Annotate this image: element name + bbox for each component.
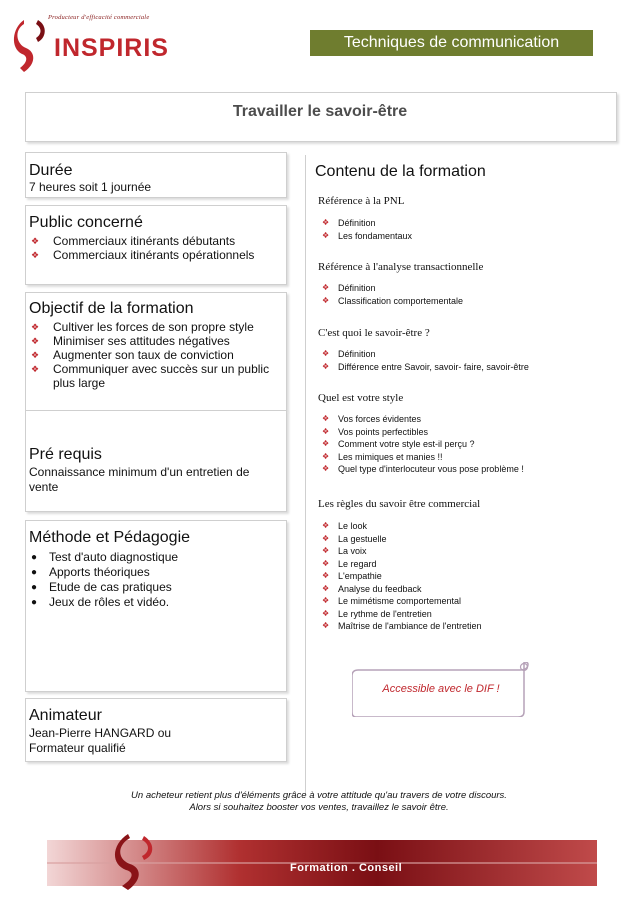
list-item: ❖ Commerciaux itinérants débutants <box>31 234 236 248</box>
diamond-bullet-icon: ❖ <box>322 349 330 358</box>
diamond-bullet-icon: ❖ <box>31 336 40 346</box>
animateur-line2: Formateur qualifié <box>29 741 126 755</box>
diamond-bullet-icon: ❖ <box>322 546 330 555</box>
diamond-bullet-icon: ❖ <box>322 571 330 580</box>
duree-text: 7 heures soit 1 journée <box>29 180 152 194</box>
logo-name: INSPIRIS <box>54 34 169 62</box>
list-item: ● Etude de cas pratiques <box>31 580 172 594</box>
diamond-bullet-icon: ❖ <box>322 218 330 227</box>
section-list <box>322 217 602 242</box>
bullet-dot-icon: ● <box>31 552 38 563</box>
diamond-bullet-icon: ❖ <box>322 521 330 530</box>
section-title: Quel est votre style <box>318 392 404 404</box>
diamond-bullet-icon: ❖ <box>322 361 330 371</box>
page-title: Travailler le savoir-être <box>232 103 408 120</box>
dif-label: Accessible avec le DIF ! <box>382 683 500 695</box>
list-item: ❖ Commerciaux itinérants opérationnels <box>31 248 255 262</box>
diamond-bullet-icon: ❖ <box>322 596 330 605</box>
diamond-bullet-icon: ❖ <box>322 451 330 461</box>
footer-line-1: Un acheteur retient plus d'éléments grâce à votre attitude qu'au travers de votre discours. <box>131 790 507 801</box>
list-item: ❖ La gestuelle <box>322 533 387 544</box>
section-title: Référence à la PNL <box>318 195 405 207</box>
list-item: ❖ L'empathie <box>322 571 382 581</box>
list-item: ❖ Vos points perfectibles <box>322 426 429 437</box>
animateur-heading: Animateur <box>29 707 102 724</box>
list-item: ❖ Augmenter son taux de conviction <box>31 348 234 362</box>
diamond-bullet-icon: ❖ <box>322 230 330 240</box>
list-item: ❖ Cultiver les forces de son propre style <box>31 320 254 334</box>
diamond-bullet-icon: ❖ <box>31 364 40 374</box>
list-item: ❖ Le mimétisme comportemental <box>322 596 462 606</box>
list-item: ❖ Définition <box>322 283 376 293</box>
public-list <box>29 234 279 262</box>
footer-logo-mark <box>108 832 164 894</box>
header-title-band: Techniques de communication <box>310 30 593 56</box>
diamond-bullet-icon: ❖ <box>31 236 40 246</box>
list-item: ❖ Les fondamentaux <box>322 230 413 241</box>
section-title: C'est quoi le savoir-être ? <box>318 327 430 339</box>
bullet-dot-icon: ● <box>31 597 38 608</box>
contenu-heading: Contenu de la formation <box>315 163 486 180</box>
section-title: Référence à l'analyse transactionnelle <box>318 261 484 273</box>
list-item: ● Jeux de rôles et vidéo. <box>31 595 170 609</box>
list-item: ❖ Minimiser ses attitudes négatives <box>31 334 230 348</box>
section-title: Les règles du savoir être commercial <box>318 498 481 510</box>
public-heading: Public concerné <box>29 214 143 231</box>
list-item: ❖ Le rythme de l'entretien <box>322 608 432 619</box>
methode-heading: Méthode et Pédagogie <box>29 529 191 546</box>
diamond-bullet-icon: ❖ <box>31 350 40 360</box>
objectif-list <box>29 320 279 390</box>
diamond-bullet-icon: ❖ <box>322 414 330 423</box>
diamond-bullet-icon: ❖ <box>31 322 40 332</box>
diamond-bullet-icon: ❖ <box>322 426 330 436</box>
diamond-bullet-icon: ❖ <box>322 283 330 292</box>
list-item: ❖ Maîtrise de l'ambiance de l'entretien <box>322 621 482 631</box>
logo-tagline: Producteur d'efficacité commerciale <box>48 14 150 21</box>
list-item: ❖ Communiquer avec succès sur un public plus large <box>31 362 270 390</box>
duree-heading: Durée <box>29 162 73 179</box>
footer-band-label: Formation . Conseil <box>290 862 403 874</box>
bullet-dot-icon: ● <box>31 567 38 578</box>
section-list <box>322 520 602 633</box>
section-list <box>322 282 602 307</box>
diamond-bullet-icon: ❖ <box>31 250 40 260</box>
section-list <box>322 348 602 373</box>
list-item: ❖ Quel type d'interlocuteur vous pose problème ! <box>322 464 524 474</box>
list-item: ❖ Le look <box>322 521 368 531</box>
prerequis-text: Connaissance minimum d'un entretien de vente <box>29 465 250 494</box>
footer-line-2: Alors si souhaitez booster vos ventes, travaillez le savoir être. <box>189 802 449 813</box>
diamond-bullet-icon: ❖ <box>322 439 330 448</box>
bullet-dot-icon: ● <box>31 582 38 593</box>
list-item: ❖ Le regard <box>322 558 377 569</box>
list-item: ❖ Différence entre Savoir, savoir- faire, savoir-être <box>322 361 529 372</box>
diamond-bullet-icon: ❖ <box>322 621 330 630</box>
list-item: ❖ Comment votre style est-il perçu ? <box>322 439 475 449</box>
diamond-bullet-icon: ❖ <box>322 608 330 618</box>
diamond-bullet-icon: ❖ <box>322 464 330 473</box>
list-item: ● Test d'auto diagnostique <box>31 550 179 564</box>
list-item: ❖ Définition <box>322 218 376 228</box>
list-item: ❖ Définition <box>322 349 376 359</box>
diamond-bullet-icon: ❖ <box>322 558 330 568</box>
section-list <box>322 413 602 476</box>
footer-quote <box>0 790 638 814</box>
prerequis-heading: Pré requis <box>29 446 102 463</box>
list-item: ❖ Analyse du feedback <box>322 583 422 594</box>
animateur-line1: Jean-Pierre HANGARD ou <box>29 726 172 740</box>
objectif-heading: Objectif de la formation <box>29 300 194 317</box>
list-item: ❖ Vos forces évidentes <box>322 414 422 424</box>
diamond-bullet-icon: ❖ <box>322 583 330 593</box>
list-item: ❖ La voix <box>322 546 367 556</box>
methode-list <box>29 550 279 610</box>
list-item: ● Apports théoriques <box>31 565 150 579</box>
list-item: ❖ Les mimiques et manies !! <box>322 451 443 462</box>
diamond-bullet-icon: ❖ <box>322 295 330 305</box>
list-item: ❖ Classification comportementale <box>322 295 464 306</box>
diamond-bullet-icon: ❖ <box>322 533 330 543</box>
